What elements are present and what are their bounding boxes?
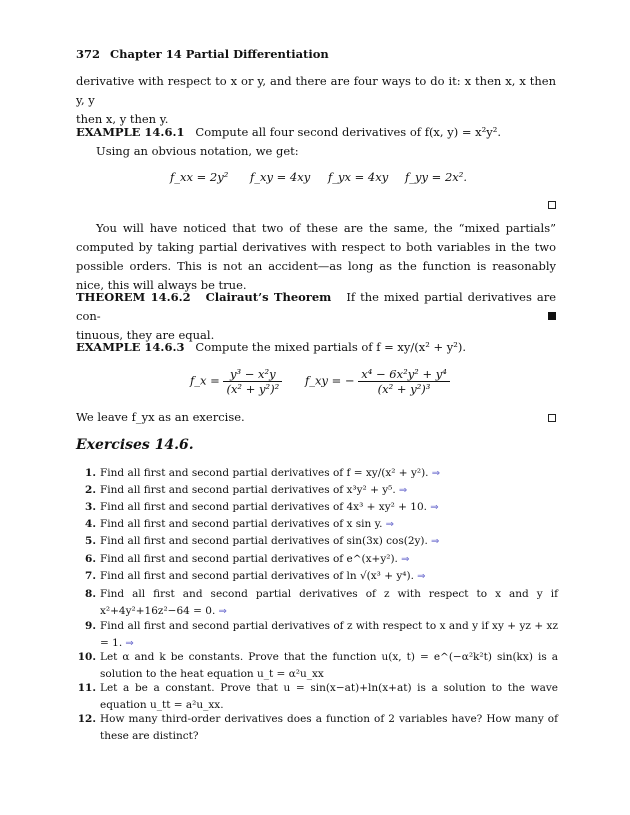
exercise-number: 4. <box>85 518 96 530</box>
exercise-item <box>76 499 558 516</box>
exercise-text <box>100 711 558 745</box>
exercise-number: 3. <box>85 501 96 513</box>
exercise-statement: Find all first and second partial derivatives of x³y² + y⁵. <box>100 484 396 496</box>
exercises-heading: Exercises 14.6. <box>76 437 194 453</box>
fxy-denominator: (x² + y²)³ <box>377 382 431 396</box>
chapter-title: Chapter 14 Partial Differentiation <box>110 47 329 61</box>
answer-link-arrow-icon[interactable]: ⇒ <box>215 606 227 617</box>
exercise-statement: Let α and k be constants. Prove that the function u(x, t) = e^(−α²k²t) sin(kx) is a solution to the heat equation u_t = α²u_xx <box>100 651 558 680</box>
fx-numerator: y³ − x²y <box>223 367 282 382</box>
exercise-number: 11. <box>77 682 96 694</box>
equation-fyx: f_yx = 4xy <box>328 170 389 184</box>
exercise-number: 12. <box>77 713 96 725</box>
exercise-text <box>100 680 558 714</box>
exercise-text <box>100 533 558 550</box>
exercise-statement: Find all first and second partial derivatives of sin(3x) cos(2y). <box>100 535 428 547</box>
exercise-text <box>100 618 558 652</box>
exercise-number: 7. <box>85 570 96 582</box>
end-of-theorem-icon <box>548 312 556 320</box>
example-prompt: Compute all four second derivatives of f(x, y) = x²y². <box>195 125 502 139</box>
answer-link-arrow-icon[interactable]: ⇒ <box>395 485 408 496</box>
exercise-statement: Find all first and second partial derivatives of z with respect to x and y if x²+4y²+16z²−64 = 0. <box>100 588 558 617</box>
exercise-item <box>76 482 558 499</box>
exercise-text <box>100 516 558 533</box>
example2-closing <box>76 408 556 427</box>
end-of-example2-icon <box>548 414 556 422</box>
example2-closing-text: We leave f_yx as an exercise. <box>76 410 245 424</box>
example2-label: EXAMPLE 14.6.3 <box>76 340 185 354</box>
theorem-name: Clairaut’s Theorem <box>205 290 332 304</box>
intro-line-1: derivative with respect to x or y, and there are four ways to do it: x then x, x then y, y <box>76 74 556 107</box>
equation-fxy-mixed <box>305 367 450 396</box>
exercise-text <box>100 465 558 482</box>
exercise-item <box>76 516 558 533</box>
exercise-number: 2. <box>85 484 96 496</box>
exercise-number: 10. <box>77 651 96 663</box>
remark-line-2: by taking partial derivatives with respect to both variables in the two possible orders. This <box>76 240 557 273</box>
equation-fxy: f_xy = 4xy <box>250 170 311 184</box>
theorem-text-2: tinuous, they are equal. <box>76 328 215 342</box>
theorem-label: THEOREM 14.6.2 <box>76 290 191 304</box>
exercise-number: 9. <box>85 620 96 632</box>
theorem-14-6-2 <box>76 288 556 345</box>
exercise-number: 6. <box>85 553 96 565</box>
page-number: 372 <box>76 47 101 61</box>
fx-lhs: f_x = <box>190 373 220 388</box>
example-lead-text: Using an obvious notation, we get: <box>96 144 299 158</box>
answer-link-arrow-icon[interactable]: ⇒ <box>428 468 441 479</box>
exercise-statement: Find all first and second partial derivatives of ln √(x³ + y⁴). <box>100 570 414 582</box>
running-header <box>76 47 329 61</box>
answer-link-arrow-icon[interactable]: ⇒ <box>397 554 410 565</box>
fxy-numerator: x⁴ − 6x²y² + y⁴ <box>358 367 450 382</box>
exercise-statement: Find all first and second partial derivatives of e^(x+y²). <box>100 553 398 565</box>
exercise-item <box>76 551 558 568</box>
exercise-item <box>76 618 558 652</box>
end-of-example-icon <box>548 201 556 209</box>
remark-line-1: You will have noticed that two of these are the same, the “mixed partials” computed <box>76 221 556 254</box>
exercise-item <box>76 568 558 585</box>
exercise-statement: Find all first and second partial derivatives of z with respect to x and y if xy + yz + xz = 1. <box>100 620 558 649</box>
intro-paragraph <box>76 72 556 129</box>
example-14-6-3 <box>76 338 556 357</box>
theorem-text-1: If the mixed partial derivatives are con- <box>76 290 556 323</box>
exercise-item <box>76 586 558 620</box>
exercise-number: 1. <box>85 467 96 479</box>
exercise-number: 8. <box>85 588 96 600</box>
fxy-lhs: f_xy = − <box>305 373 355 388</box>
fx-fraction <box>223 367 282 396</box>
equation-fyy: f_yy = 2x². <box>405 170 468 184</box>
equation-fxx: f_xx = 2y² <box>170 170 229 184</box>
fx-denominator: (x² + y²)² <box>226 382 280 396</box>
exercise-statement: Find all first and second partial derivatives of f = xy/(x² + y²). <box>100 467 429 479</box>
exercise-text <box>100 586 558 620</box>
answer-link-arrow-icon[interactable]: ⇒ <box>122 638 134 649</box>
exercise-text <box>100 649 558 683</box>
exercise-statement: Find all first and second partial derivatives of x sin y. <box>100 518 383 530</box>
answer-link-arrow-icon[interactable]: ⇒ <box>413 571 426 582</box>
exercise-text <box>100 482 558 499</box>
exercise-statement: How many third-order derivatives does a function of 2 variables have? How many of these are distinct? <box>100 713 558 742</box>
exercise-item <box>76 680 558 714</box>
mixed-partials-paragraph <box>76 219 556 295</box>
exercise-text <box>100 568 558 585</box>
exercise-statement: Let a be a constant. Prove that u = sin(x−at)+ln(x+at) is a solution to the wave equation u_tt = a²u_xx. <box>100 682 558 711</box>
exercise-item <box>76 711 558 745</box>
example-lead <box>76 142 556 161</box>
exercise-item <box>76 465 558 482</box>
example-14-6-1 <box>76 123 556 142</box>
exercise-number: 5. <box>85 535 96 547</box>
exercise-item <box>76 533 558 550</box>
answer-link-arrow-icon[interactable]: ⇒ <box>427 536 440 547</box>
example2-prompt: Compute the mixed partials of f = xy/(x² + y²). <box>195 340 467 354</box>
fxy-fraction <box>358 367 450 396</box>
exercise-statement: Find all first and second partial derivatives of 4x³ + xy² + 10. <box>100 501 428 513</box>
answer-link-arrow-icon[interactable]: ⇒ <box>427 502 439 513</box>
exercise-item <box>76 649 558 683</box>
remark-line-3: is not an accident—as long as the function is reasonably nice, this will always be true. <box>76 259 557 292</box>
intro-line-2: then x, y then y. <box>76 112 169 126</box>
example-label: EXAMPLE 14.6.1 <box>76 125 185 139</box>
equation-fx <box>190 367 282 396</box>
exercise-text <box>100 551 558 568</box>
answer-link-arrow-icon[interactable]: ⇒ <box>382 519 395 530</box>
exercise-text <box>100 499 558 516</box>
